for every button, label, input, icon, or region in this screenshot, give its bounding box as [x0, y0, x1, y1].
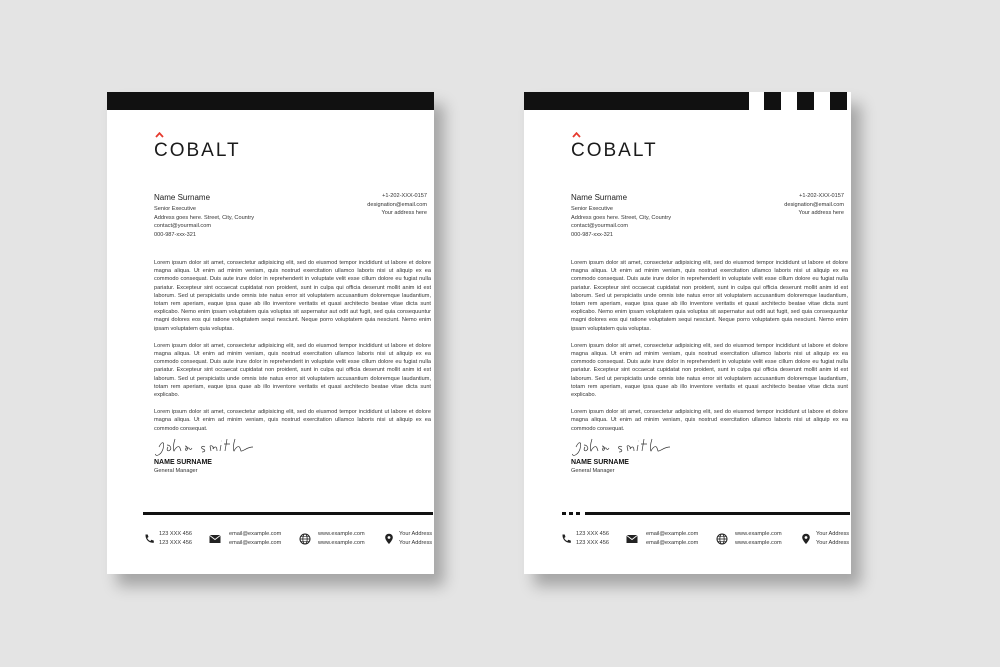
- contact-email: designation@email.com: [784, 201, 844, 208]
- handwritten-signature: [155, 435, 275, 457]
- envelope-icon: [626, 533, 638, 545]
- sender-block: [154, 192, 254, 239]
- globe-icon: [716, 533, 728, 545]
- footer-contacts: [143, 529, 433, 551]
- signer-name: NAME SURNAME: [571, 459, 629, 466]
- footer-contacts: [560, 529, 850, 551]
- sender-email: contact@yourmail.com: [154, 223, 211, 230]
- footer-divider-dot: [569, 512, 573, 515]
- phone-icon: [143, 533, 155, 545]
- brand-name: COBALT: [154, 140, 241, 161]
- body-paragraph: Lorem ipsum dolor sit amet, consectetur adipisicing elit, sed do eiusmod tempor incididunt ut labore et dolore magna aliqua. Ut enim ad minim veniam, quis nostrud exercitation ullamco laboris nisi ut aliquip ex ea commodo consequat.: [154, 409, 431, 432]
- logo-chevron-icon: [155, 132, 164, 138]
- footer-phone-1: 123 XXX 456: [576, 531, 609, 537]
- footer-divider: [585, 512, 850, 515]
- footer-address-1: Your Address: [399, 531, 433, 537]
- footer-divider: [143, 512, 433, 515]
- contact-address: Your address here: [381, 210, 427, 217]
- body-paragraph: Lorem ipsum dolor sit amet, consectetur adipisicing elit, sed do eiusmod tempor incididunt ut labore et dolore magna aliqua. Ut enim ad minim veniam, quis nostrud exercitation ullamco laboris nisi ut aliquip ex ea commodo consequat. Duis aute irure dolor in reprehenderit in voluptate velit esse cillum dolore eu fugiat nulla pariatur. Excepteur sint occaecat cupidatat non proident, sunt in culpa qui officia deserunt mollit anim id est laborum. Sed ut perspiciatis unde omnis iste natus error sit voluptatem accusantium doloremque laudantium, totam rem aperiam, eaque ipsa quae ab illo inventore veritatis et quasi architecto beatae vitae dicta sunt explicabo. Nemo enim ipsam voluptatem quia voluptas sit aspernatur aut odit aut fugit, sed quia consequuntur magni dolores eos qui ratione voluptatem sequi nesciunt. Neque porro voluptatem quia nesciunt. Nemo enim ipsam voluptatem quia voluptas.: [571, 260, 848, 332]
- letter-body: [571, 259, 848, 442]
- sender-role: Senior Executive: [571, 206, 613, 212]
- logo-chevron-icon: [572, 132, 581, 138]
- sender-address: Address goes here. Street, City, Country: [154, 214, 255, 221]
- signer-title: General Manager: [154, 468, 198, 474]
- footer-phone-2: 123 XXX 456: [159, 539, 192, 546]
- contact-address: Your address here: [798, 210, 844, 217]
- footer-email-2: email@example.com: [646, 539, 699, 546]
- footer-web-1: www.example.com: [318, 531, 365, 537]
- sender-name: Name Surname: [571, 193, 628, 202]
- sender-role: Senior Executive: [154, 206, 196, 212]
- signer-title: General Manager: [571, 468, 615, 474]
- sender-name: Name Surname: [154, 193, 211, 202]
- footer-web-2: www.example.com: [318, 539, 365, 546]
- sender-block: [571, 192, 671, 239]
- letter-body: [154, 259, 431, 442]
- footer-address-2: Your Address: [816, 539, 850, 546]
- body-paragraph: Lorem ipsum dolor sit amet, consectetur adipisicing elit, sed do eiusmod tempor incididunt ut labore et dolore magna aliqua. Ut enim ad minim veniam, quis nostrud exercitation ullamco laboris nisi ut aliquip ex ea commodo consequat. Duis aute irure dolor in reprehenderit in voluptate velit esse cillum dolore eu fugiat nulla pariatur. Excepteur sint occaecat cupidatat non proident, sunt in culpa qui officia deserunt mollit anim id est laborum. Sed ut perspiciatis unde omnis iste natus error sit voluptatem accusantium doloremque laudantium, totam rem aperiam, eaque ipsa quae ab illo inventore veritatis et quasi architecto beatae vitae dicta sunt explicabo.: [154, 342, 431, 399]
- header-bar: [524, 92, 749, 110]
- footer-divider-dot: [576, 512, 580, 515]
- body-paragraph: Lorem ipsum dolor sit amet, consectetur adipisicing elit, sed do eiusmod tempor incididunt ut labore et dolore magna aliqua. Ut enim ad minim veniam, quis nostrud exercitation ullamco laboris nisi ut aliquip ex ea commodo consequat. Duis aute irure dolor in reprehenderit in voluptate velit esse cillum dolore eu fugiat nulla pariatur. Excepteur sint occaecat cupidatat non proident, sunt in culpa qui officia deserunt mollit anim id est laborum. Sed ut perspiciatis unde omnis iste natus error sit voluptatem accusantium doloremque laudantium, totam rem aperiam, eaque ipsa quae ab illo inventore veritatis et quasi architecto beatae vitae dicta sunt explicabo.: [571, 342, 848, 399]
- envelope-icon: [209, 533, 221, 545]
- contact-phone: +1-202-XXX-0157: [799, 193, 844, 199]
- brand-name: COBALT: [571, 140, 658, 161]
- handwritten-signature: [572, 435, 692, 457]
- footer-divider-dot: [562, 512, 566, 515]
- sender-phone: 000-987-xxx-321: [571, 231, 613, 238]
- location-pin-icon: [383, 533, 395, 545]
- contact-block: [784, 192, 844, 218]
- body-paragraph: Lorem ipsum dolor sit amet, consectetur adipisicing elit, sed do eiusmod tempor incididunt ut labore et dolore magna aliqua. Ut enim ad minim veniam, quis nostrud exercitation ullamco laboris nisi ut aliquip ex ea commodo consequat.: [571, 409, 848, 432]
- footer-address-1: Your Address: [816, 531, 850, 537]
- contact-email: designation@email.com: [367, 201, 427, 208]
- letterhead-left: [107, 92, 434, 574]
- sender-address: Address goes here. Street, City, Country: [571, 214, 672, 221]
- footer-email-1: email@example.com: [229, 531, 282, 537]
- letterhead-right: [524, 92, 851, 574]
- footer-address-2: Your Address: [399, 539, 433, 546]
- header-square: [830, 92, 847, 110]
- footer-email-2: email@example.com: [229, 539, 282, 546]
- footer-web-1: www.example.com: [735, 531, 782, 537]
- footer-email-1: email@example.com: [646, 531, 699, 537]
- footer-phone-1: 123 XXX 456: [159, 531, 192, 537]
- footer-web-2: www.example.com: [735, 539, 782, 546]
- body-paragraph: Lorem ipsum dolor sit amet, consectetur adipisicing elit, sed do eiusmod tempor incididunt ut labore et dolore magna aliqua. Ut enim ad minim veniam, quis nostrud exercitation ullamco laboris nisi ut aliquip ex ea commodo consequat. Duis aute irure dolor in reprehenderit in voluptate velit esse cillum dolore eu fugiat nulla pariatur. Excepteur sint occaecat cupidatat non proident, sunt in culpa qui officia deserunt mollit anim id est laborum. Sed ut perspiciatis unde omnis iste natus error sit voluptatem accusantium doloremque laudantium, totam rem aperiam, eaque ipsa quae ab illo inventore veritatis et quasi architecto beatae vitae dicta sunt explicabo. Nemo enim ipsam voluptatem quia voluptas sit aspernatur aut odit aut fugit, sed quia consequuntur magni dolores eos qui ratione voluptatem sequi nesciunt. Neque porro voluptatem quia nesciunt. Nemo enim ipsam voluptatem quia voluptas.: [154, 260, 431, 332]
- phone-icon: [560, 533, 572, 545]
- signer-name: NAME SURNAME: [154, 459, 212, 466]
- header-bar: [107, 92, 434, 110]
- globe-icon: [299, 533, 311, 545]
- location-pin-icon: [800, 533, 812, 545]
- sender-phone: 000-987-xxx-321: [154, 231, 196, 238]
- contact-block: [367, 192, 427, 218]
- contact-phone: +1-202-XXX-0157: [382, 193, 427, 199]
- header-square: [764, 92, 781, 110]
- footer-phone-2: 123 XXX 456: [576, 539, 609, 546]
- header-square: [797, 92, 814, 110]
- sender-email: contact@yourmail.com: [571, 223, 628, 230]
